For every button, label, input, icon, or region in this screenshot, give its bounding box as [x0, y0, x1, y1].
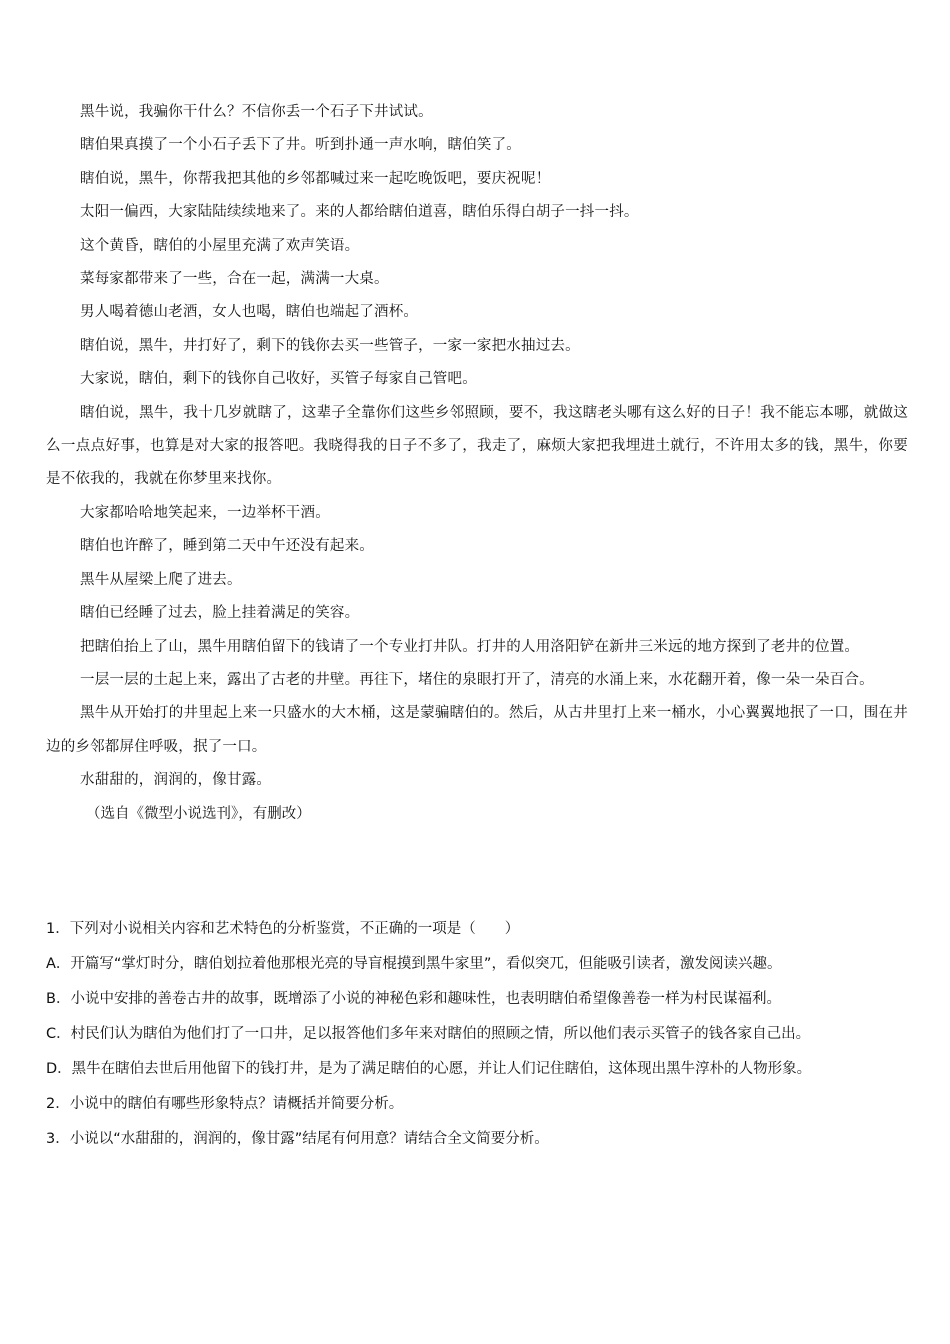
question-2: 2．小说中的瞎伯有哪些形象特点？请概括并简要分析。 [46, 1096, 404, 1112]
story-paragraph: 瞎伯果真摸了一个小石子丢下了井。听到扑通一声水响，瞎伯笑了。 [80, 137, 521, 154]
story-paragraph: 菜每家都带来了一些，合在一起，满满一大桌。 [80, 271, 389, 288]
story-paragraph: 男人喝着德山老酒，女人也喝，瞎伯也端起了酒杯。 [80, 304, 419, 321]
story-paragraph: 瞎伯说，黑牛，我十几岁就瞎了，这辈子全靠你们这些乡邻照顾，要不，我这瞎老头哪有这么好的日子！我不能忘本哪，就做这么一点点好事，也算是对大家的报答吧。我晓得我的日子不多了，我走了，麻烦大家把我埋进土就行，不许用太多的钱，黑牛，你要是不依我的，我就在你梦里来找你。 [46, 404, 908, 488]
question-1-option-d: D．黑牛在瞎伯去世后用他留下的钱打井，是为了满足瞎伯的心愿，并让人们记住瞎伯，这体现出黑牛淳朴的人物形象。 [46, 1061, 812, 1077]
story-paragraph: 大家都哈哈地笑起来，一边举杯干酒。 [80, 504, 330, 521]
story-paragraph: 这个黄昏，瞎伯的小屋里充满了欢声笑语。 [80, 237, 360, 254]
question-1-option-a: A．开篇写“掌灯时分，瞎伯划拉着他那根光亮的导盲棍摸到黑牛家里”，看似突兀，但能吸引读者，激发阅读兴趣。 [46, 956, 782, 972]
story-paragraph: 瞎伯已经睡了过去，脸上挂着满足的笑容。 [80, 605, 360, 622]
question-1-option-b: B．小说中安排的善卷古井的故事，既增添了小说的神秘色彩和趣味性，也表明瞎伯希望像善卷一样为村民谋福利。 [46, 991, 781, 1007]
story-text [46, 96, 908, 831]
story-paragraph: 黑牛从开始打的井里起上来一只盛水的大木桶，这是蒙骗瞎伯的。然后，从古井里打上来一桶水，小心翼翼地抿了一口，围在井边的乡邻都屏住呼吸，抿了一口。 [46, 705, 908, 755]
question-3: 3．小说以“水甜甜的，润润的，像甘露”结尾有何用意？请结合全文简要分析。 [46, 1131, 549, 1147]
story-paragraph: 黑牛说，我骗你干什么？不信你丢一个石子下井试试。 [80, 104, 433, 120]
story-paragraph: 大家说，瞎伯，剩下的钱你自己收好，买管子每家自己管吧。 [80, 371, 477, 388]
story-source: （选自《微型小说选刊》，有删改） [86, 805, 311, 822]
story-paragraph: 把瞎伯抬上了山，黑牛用瞎伯留下的钱请了一个专业打井队。打井的人用洛阳铲在新井三米远的地方探到了老井的位置。 [80, 638, 860, 655]
story-paragraph: 水甜甜的，润润的，像甘露。 [80, 772, 272, 789]
story-paragraph: 瞎伯说，黑牛，井打好了，剩下的钱你去买一些管子，一家一家把水抽过去。 [80, 337, 580, 354]
story-paragraph: 太阳一偏西，大家陆陆续续地来了。来的人都给瞎伯道喜，瞎伯乐得白胡子一抖一抖。 [80, 204, 639, 221]
story-paragraph: 黑牛从屋梁上爬了进去。 [80, 571, 242, 588]
question-1: 1．下列对小说相关内容和艺术特色的分析鉴赏，不正确的一项是（ ） [46, 921, 520, 937]
story-paragraph: 瞎伯也许醉了，睡到第二天中午还没有起来。 [80, 538, 374, 555]
question-1-option-c: C．村民们认为瞎伯为他们打了一口井，足以报答他们多年来对瞎伯的照顾之情，所以他们表示买管子的钱各家自己出。 [46, 1026, 811, 1042]
question-section [46, 912, 908, 1157]
story-paragraph: 一层一层的土起上来，露出了古老的井壁。再往下，堵住的泉眼打开了，清亮的水涌上来，水花翻开着，像一朵一朵百合。 [80, 671, 874, 688]
story-paragraph: 瞎伯说，黑牛，你帮我把其他的乡邻都喊过来一起吃晚饭吧，要庆祝呢！ [80, 170, 551, 187]
